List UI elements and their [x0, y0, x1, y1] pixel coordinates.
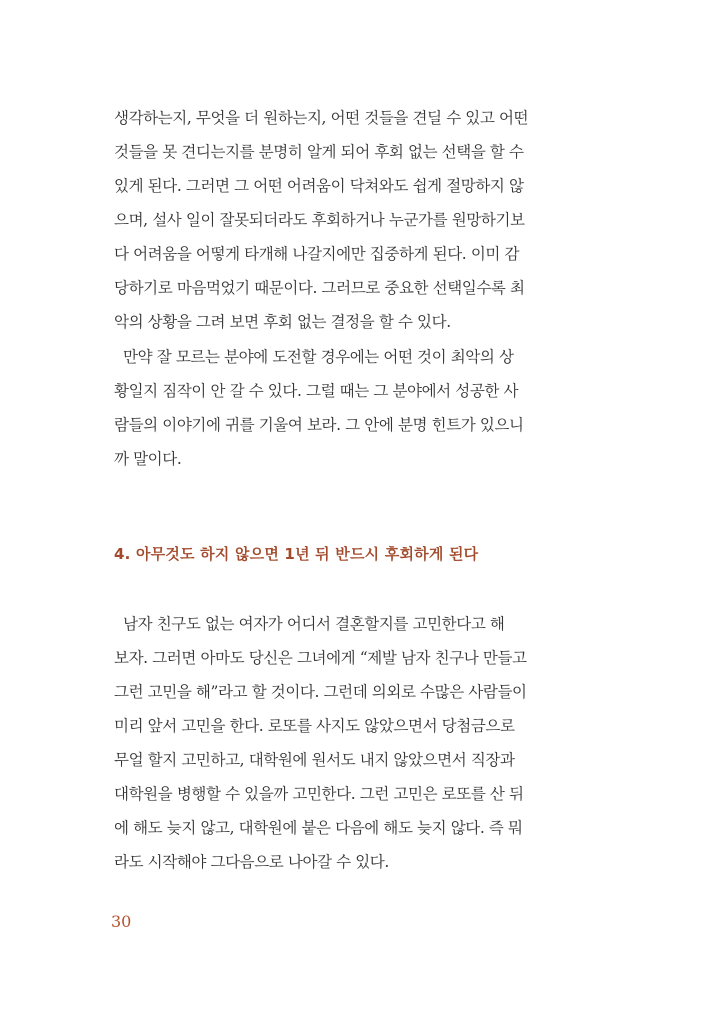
paragraph-line: 무얼 할지 고민하고, 대학원에 원서도 내지 않았으면서 직장과 — [114, 751, 515, 769]
paragraph-line: 황일지 짐작이 안 갈 수 있다. 그럴 때는 그 분야에서 성공한 사 — [114, 382, 519, 400]
paragraph-line: 당하기로 마음먹었기 때문이다. 그러므로 중요한 선택일수록 최 — [114, 279, 525, 297]
paragraph-line: 에 해도 늦지 않고, 대학원에 붙은 다음에 해도 늦지 않다. 즉 뭐 — [114, 819, 523, 837]
section-heading: 4. 아무것도 하지 않으면 1년 뒤 반드시 후회하게 된다 — [114, 545, 479, 563]
paragraph-line: 으며, 설사 일이 잘못되더라도 후회하거나 누군가를 원망하기보 — [114, 211, 525, 229]
paragraph-line: 악의 상황을 그려 보면 후회 없는 결정을 할 수 있다. — [114, 313, 451, 331]
paragraph-line: 보자. 그러면 아마도 당신은 그녀에게 “제발 남자 친구나 만들고 — [114, 649, 527, 667]
paragraph-line: 다 어려움을 어떻게 타개해 나갈지에만 집중하게 된다. 이미 감 — [114, 245, 520, 263]
paragraph-line: 남자 친구도 없는 여자가 어디서 결혼할지를 고민한다고 해 — [114, 615, 505, 633]
paragraph-line: 그런 고민을 해”라고 할 것이다. 그런데 의외로 수많은 사람들이 — [114, 683, 527, 701]
paragraph-line: 라도 시작해야 그다음으로 나아갈 수 있다. — [114, 853, 389, 871]
paragraph-line: 미리 앞서 고민을 한다. 로또를 사지도 않았으면서 당첨금으로 — [114, 717, 515, 735]
paragraph-line: 까 말이다. — [114, 450, 182, 468]
paragraph-line: 있게 된다. 그러면 그 어떤 어려움이 닥쳐와도 쉽게 절망하지 않 — [114, 177, 524, 195]
page-number: 30 — [111, 912, 132, 931]
paragraph-line: 람들의 이야기에 귀를 기울여 보라. 그 안에 분명 힌트가 있으니 — [114, 416, 524, 434]
paragraph-line: 만약 잘 모르는 분야에 도전할 경우에는 어떤 것이 최악의 상 — [114, 348, 514, 366]
paragraph-line: 대학원을 병행할 수 있을까 고민한다. 그런 고민은 로또를 산 뒤 — [114, 785, 524, 803]
paragraph-line: 생각하는지, 무엇을 더 원하는지, 어떤 것들을 견딜 수 있고 어떤 — [114, 109, 529, 127]
paragraph-line: 것들을 못 견디는지를 분명히 알게 되어 후회 없는 선택을 할 수 — [114, 143, 524, 161]
